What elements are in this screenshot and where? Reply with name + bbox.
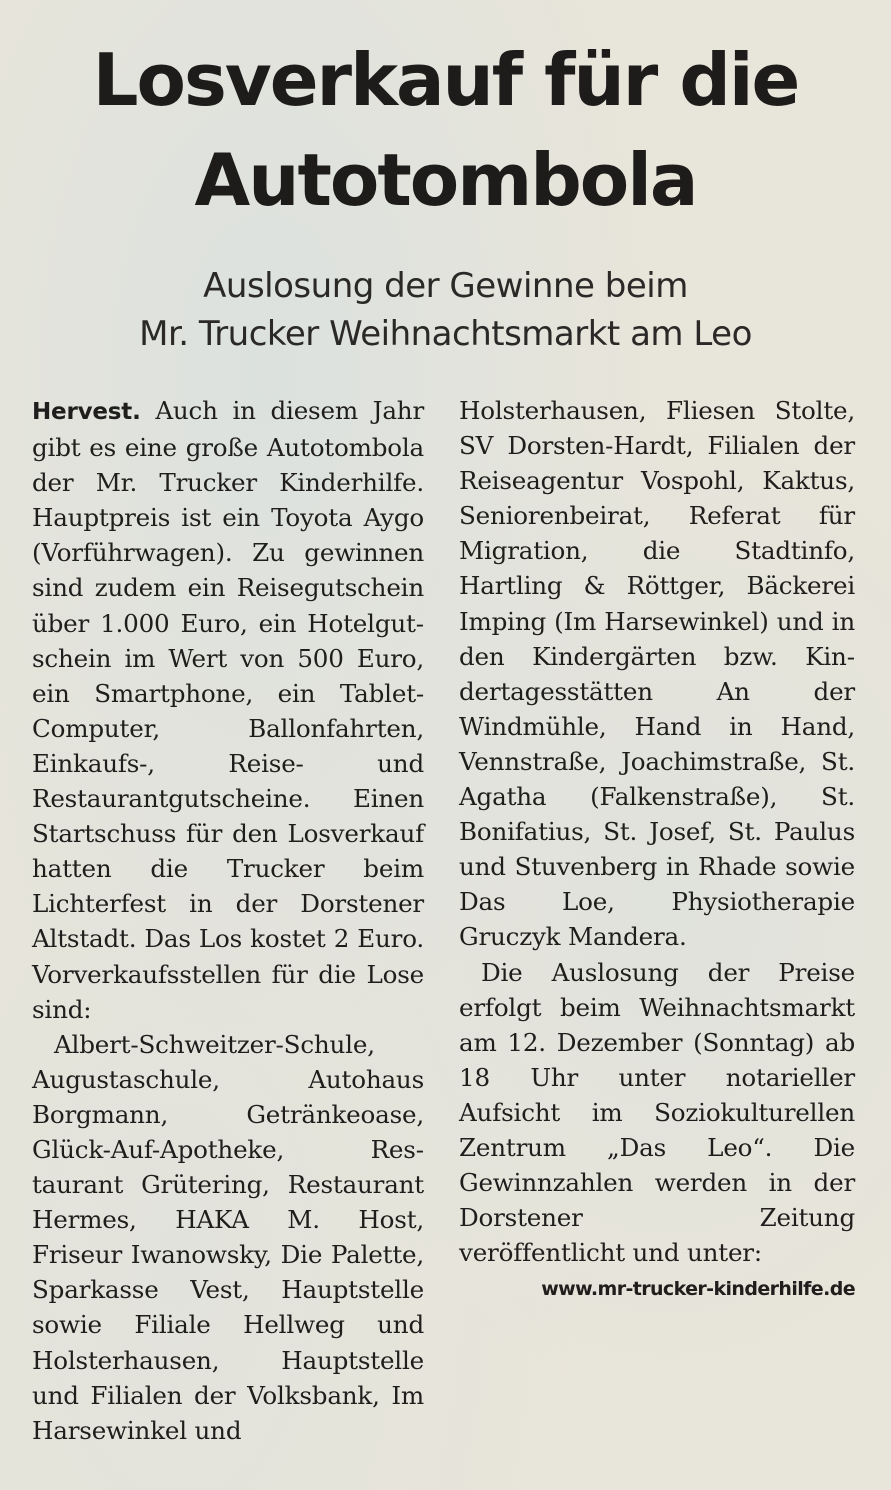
paragraph-intro	[32, 393, 424, 1027]
article-column-left	[32, 393, 424, 1448]
article-column-right	[459, 393, 855, 1307]
paragraph-drawing	[459, 955, 855, 1271]
dateline: Hervest.	[32, 399, 141, 425]
website-url: www.mr-trucker-kinderhilfe.de	[541, 1278, 855, 1301]
subheadline	[0, 262, 891, 358]
headline-line-1: Losverkauf für die	[92, 38, 799, 122]
headline	[0, 30, 891, 230]
drawing-text: Die Auslosung der Preise erfolgt beim Weihnachtsmarkt am 12. Dezember (Sonntag) ab 18 Uhr unter notarieller Aufsicht im Soziokulturellen Zentrum „Das Leo“. Die Gewinnzahlen werden in der Dorstener Zeitung veröffentlicht und unter:	[459, 957, 855, 1268]
intro-text: Auch in diesem Jahr gibt es eine große Autotombola der Mr. Trucker Kinderhilfe. Hauptpreis ist ein Toyota Aygo (Vorführwagen). Zu gewinnen sind zudem ein Reisegutschein über 1.000 Euro, ein Hotelgutschein im Wert von 500 Euro, ein Smartphone, ein Tablet-Computer, Ballonfahrten, Einkaufs-, Reise- und Restaurantgutscheine. Einen Startschuss für den Losverkauf hatten die Trucker beim Lichterfest in der Dorstener Altstadt. Das Los kostet 2 Euro. Vorverkaufsstellen für die Lose sind:	[32, 396, 424, 1024]
sales-points-text: Albert-Schweitzer-Schule, Augustaschule, Autohaus Borgmann, Getränkeoase, Glück-Auf-Apotheke, Restaurant Grütering, Restaurant Hermes, HAKA M. Host, Friseur Iwanowsky, Die Palette, Sparkasse Vest, Hauptstelle sowie Filiale Hellweg und Holsterhausen, Hauptstelle und Filialen der Volksbank, Im Harsewinkel und	[32, 1029, 424, 1445]
paragraph-sales-points-continued: Holsterhausen, Fliesen Stolte, SV Dorsten-Hardt, Filialen der Reiseagentur Vospohl, Kaktus, Seniorenbeirat, Referat für Migration, die Stadtinfo, Hartling & Röttger, Bäckerei Imping (Im Harsewinkel) und in den Kindergärten bzw. Kindertagesstätten An der Windmühle, Hand in Hand, Vennstraße, Joachimstraße, St. Agatha (Falkenstraße), St. Bonifatius, St. Josef, St. Paulus und Stuvenberg in Rhade sowie Das Loe, Physiotherapie Gruczyk Mandera.	[459, 396, 855, 952]
paragraph-sales-points	[32, 1027, 424, 1448]
subheadline-line-2: Mr. Trucker Weihnachtsmarkt am Leo	[139, 314, 752, 354]
headline-line-2: Autotombola	[194, 138, 697, 222]
subheadline-line-1: Auslosung der Gewinne beim	[203, 266, 688, 306]
